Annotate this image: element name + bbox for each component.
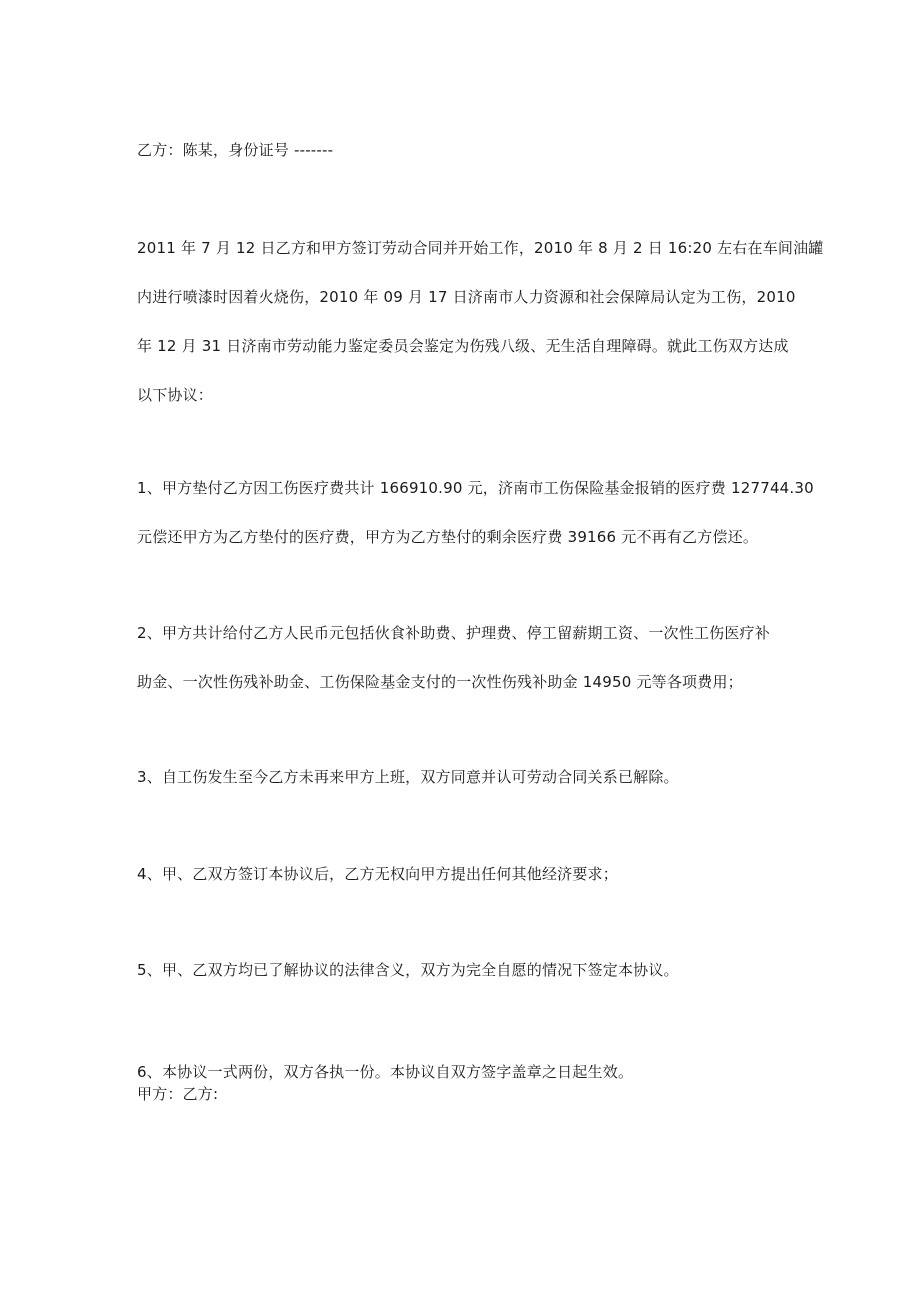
clause-4	[137, 850, 787, 899]
clause-2-line: 2、甲方共计给付乙方人民币元包括伙食补助费、护理费、停工留薪期工资、一次性工伤医疗补	[137, 624, 770, 642]
clause-6-line: 6、本协议一式两份，双方各执一份。本协议自双方签字盖章之日起生效。	[137, 1063, 634, 1081]
clause-2	[137, 609, 787, 707]
signature-line: 甲方：乙方:	[137, 1085, 219, 1103]
clause-6-and-signature	[137, 1061, 787, 1105]
clause-4-line: 4、甲、乙双方签订本协议后，乙方无权向甲方提出任何其他经济要求；	[137, 865, 618, 883]
clause-3	[137, 753, 787, 802]
clause-5-line: 5、甲、乙双方均已了解协议的法律含义，双方为完全自愿的情况下签定本协议。	[137, 961, 679, 979]
party-b-info	[137, 126, 787, 175]
intro-line: 以下协议：	[137, 386, 214, 404]
clause-1-line: 元偿还甲方为乙方垫付的医疗费，甲方为乙方垫付的剩余医疗费 39166 元不再有乙方偿还。	[137, 528, 759, 546]
intro-paragraph	[137, 224, 824, 420]
clause-1-line: 1、甲方垫付乙方因工伤医疗费共计 166910.90 元，济南市工伤保险基金报销的医疗费 127744.30	[137, 479, 814, 497]
intro-line: 年 12 月 31 日济南市劳动能力鉴定委员会鉴定为伤残八级、无生活自理障碍。就此工伤双方达成	[137, 337, 789, 355]
clause-2-line: 助金、一次性伤残补助金、工伤保险基金支付的一次性伤残补助金 14950 元等各项费用；	[137, 673, 743, 691]
clause-1	[137, 464, 814, 562]
clause-5	[137, 946, 787, 995]
clause-3-line: 3、自工伤发生至今乙方未再来甲方上班，双方同意并认可劳动合同关系已解除。	[137, 768, 679, 786]
intro-line: 2011 年 7 月 12 日乙方和甲方签订劳动合同并开始工作，2010 年 8 月 2 日 16:20 左右在车间油罐	[137, 239, 824, 257]
intro-line: 内进行喷漆时因着火烧伤，2010 年 09 月 17 日济南市人力资源和社会保障局认定为工伤，2010	[137, 288, 796, 306]
party-b-line: 乙方：陈某，身份证号 -------	[137, 141, 334, 159]
